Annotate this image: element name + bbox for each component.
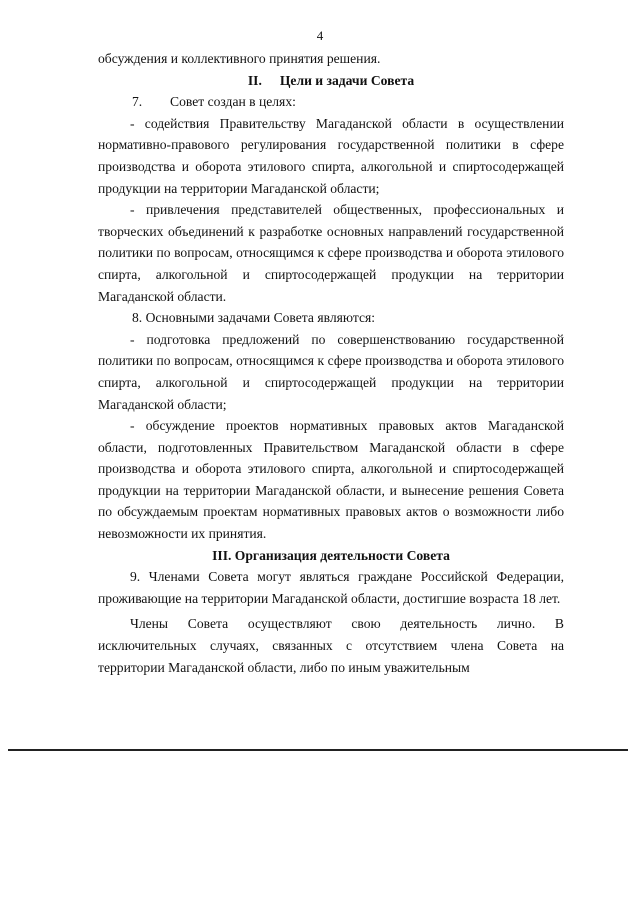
paragraph-9: 9. Членами Совета могут являться граждане Российской Федерации, проживающие на территории Магаданской области, достигшие возраста 18 лет. [98, 569, 564, 606]
section-2-title: Цели и задачи Совета [279, 72, 415, 88]
document-body [98, 48, 564, 678]
section-2-heading [98, 70, 564, 92]
paragraph-8-item: - обсуждение проектов нормативных правовых актов Магаданской области, подготовленных Правительством Магаданской области в сфере производства и оборота этилового спирта, алкогольной и спиртосодержащей продукции на территории Магаданской области, и вынесение решения Совета по обсуждаемым проектам нормативных правовых актов о возможности либо невозможности их принятия. [98, 418, 564, 542]
paragraph-7-number: 7. [132, 94, 143, 110]
intro-line: обсуждения и коллективного принятия решения. [98, 51, 381, 66]
paragraph-9-continuation: Члены Совета осуществляют свою деятельность лично. В исключительных случаях, связанных с отсутствием члена Совета на территории Магаданской области, либо по иным уважительным [98, 616, 564, 675]
page-bottom-rule [8, 749, 628, 751]
paragraph-7-text: Совет создан в целях: [170, 94, 296, 110]
page-number: 4 [316, 28, 324, 43]
paragraph-8-item: - подготовка предложений по совершенствованию государственной политики по вопросам, относящимся к сфере производства и оборота этилового спирта, алкогольной и спиртосодержащей продукции на территории Магаданской области; [98, 331, 564, 412]
paragraph-7-item: - привлечения представителей общественных, профессиональных и творческих объединений к разработке основных направлений государственной политики по вопросам, относящимся к сфере производства и оборота этилового спирта, алкогольной и спиртосодержащей продукции на территории Магаданской области. [98, 202, 564, 304]
paragraph-7 [98, 91, 564, 113]
paragraph-8: 8. Основными задачами Совета являются: [132, 310, 376, 326]
section-2-number: II. [247, 72, 262, 88]
section-3-heading: III. Организация деятельности Совета [212, 547, 450, 563]
paragraph-7-item: - содействия Правительству Магаданской области в осуществлении нормативно-правового регулирования государственной политики в сфере производства и оборота этилового спирта, алкогольной и спиртосодержащей продукции на территории Магаданской области; [98, 115, 564, 196]
